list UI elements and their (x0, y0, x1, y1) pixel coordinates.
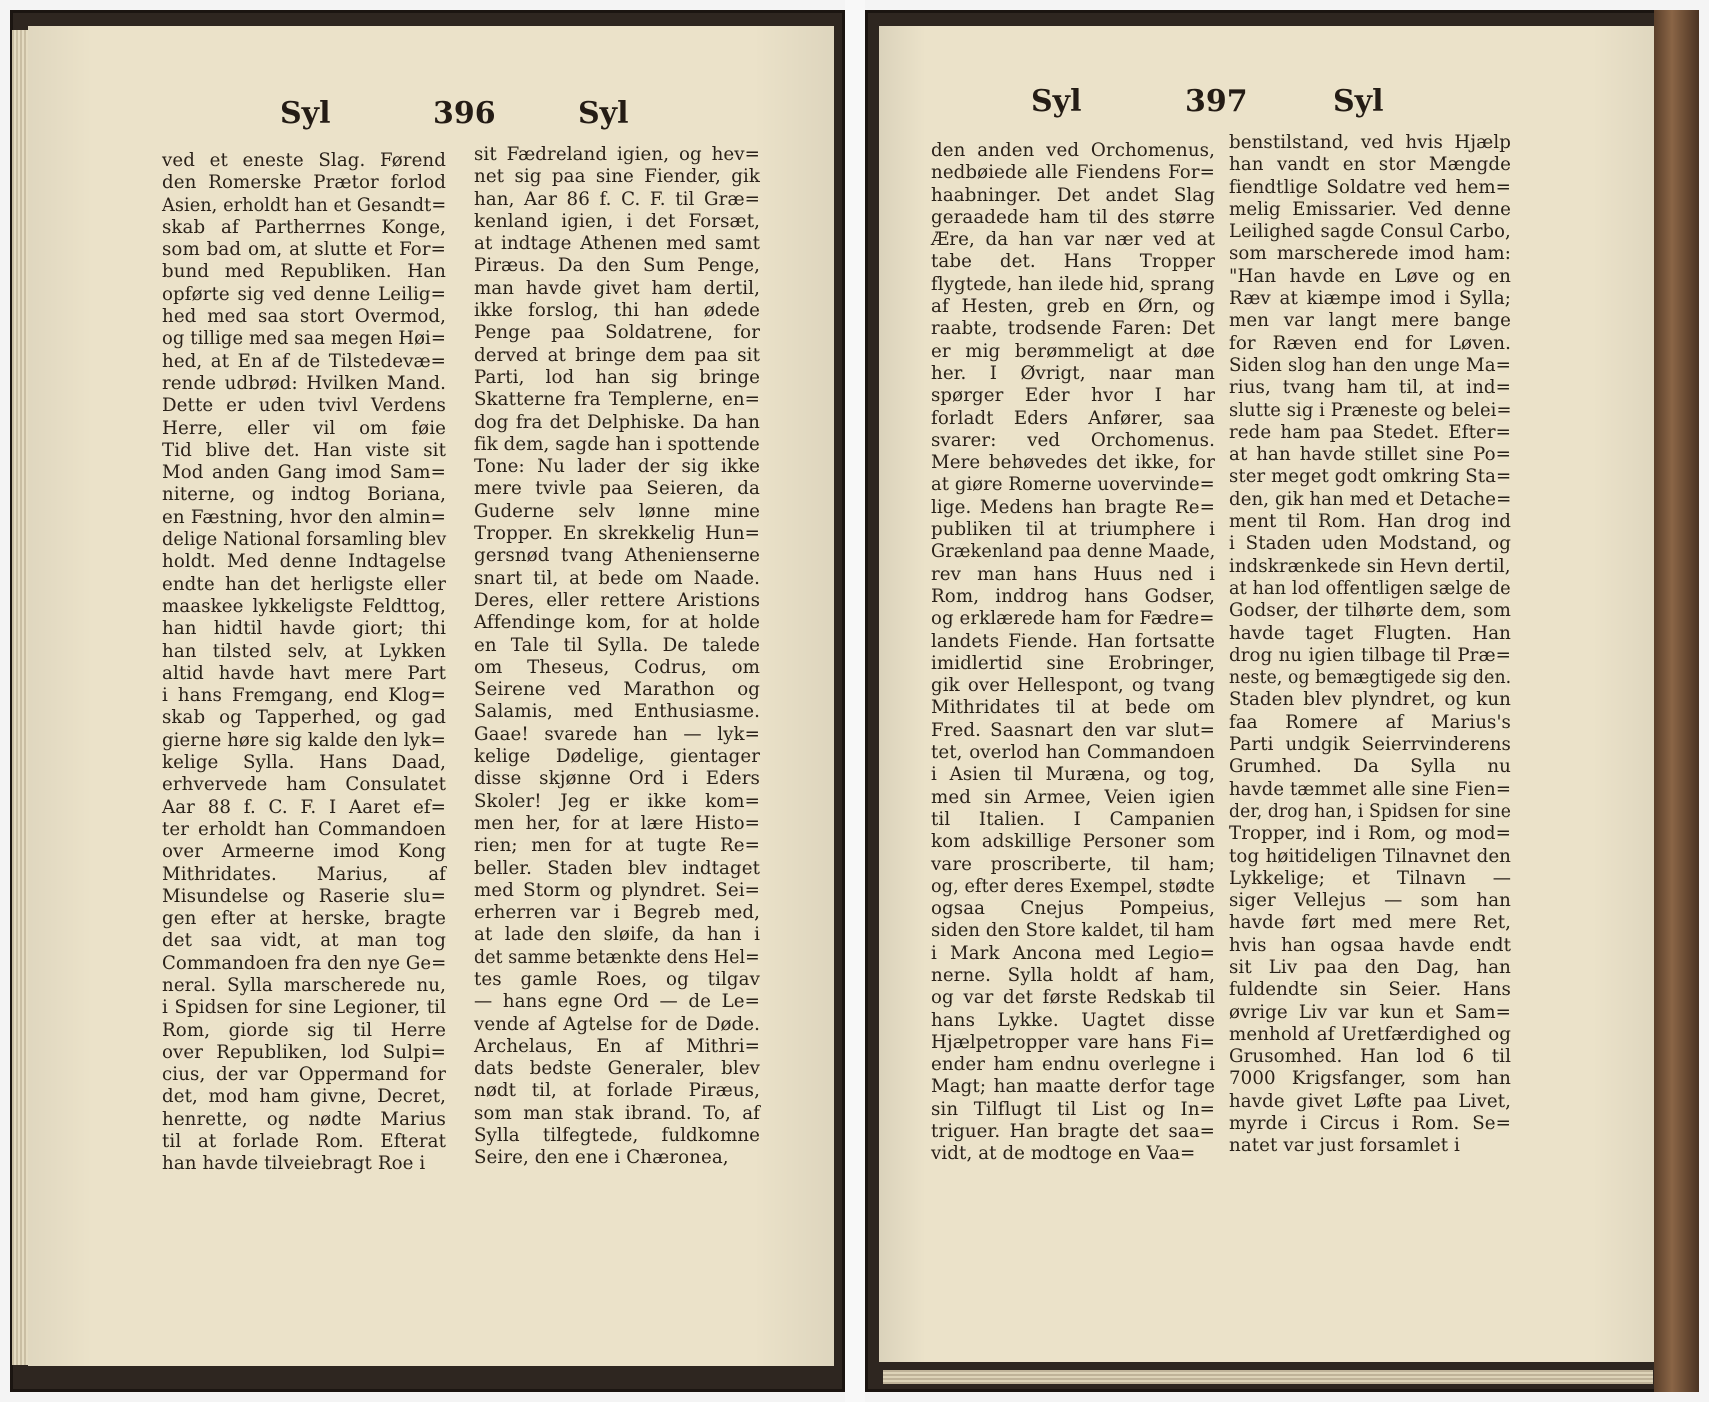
text-line: erhvervede ham Consulatet (162, 774, 446, 796)
text-line: raabte, trodsende Faren: Det (931, 318, 1215, 340)
page-edges-bottom (883, 1370, 1653, 1384)
text-line: og erklærede ham for Fædre= (931, 608, 1215, 630)
text-line: endte han det herligste eller (162, 573, 446, 595)
text-line: kelige Dødelige, gientager (474, 746, 760, 768)
text-line: melig Emissarier. Ved denne (1229, 198, 1511, 220)
text-line: fuldendte sin Seier. Hans (1229, 979, 1511, 1001)
text-line: Sylla tilfegtede, fuldkomne (474, 1125, 760, 1147)
text-line: Salamis, med Enthusiasme. (474, 701, 760, 723)
gutter (845, 0, 865, 1402)
text-line: Fred. Saasnart den var slut= (931, 719, 1215, 741)
text-line: henrette, og nødte Marius (162, 1108, 446, 1130)
text-line: neral. Sylla marscherede nu, (162, 974, 446, 996)
left-page-column-1 (162, 150, 446, 1176)
text-line: Lykkelige; et Tilnavn — (1229, 867, 1511, 889)
text-line: Mithridates. Marius, af (162, 863, 446, 885)
text-line: sin Tilflugt til List og In= (931, 1098, 1215, 1120)
text-line: Skoler! Jeg er ikke kom= (474, 790, 760, 812)
right-page-number: 397 (1185, 84, 1248, 119)
left-head-word: Syl (280, 96, 331, 131)
text-line: den anden ved Orchomenus, (931, 140, 1215, 161)
text-line: en Tale til Sylla. De talede (474, 634, 760, 656)
text-line: haabninger. Det andet Slag (931, 184, 1215, 206)
right-page-column-2 (1229, 132, 1511, 1158)
text-line: vende af Agtelse for de Døde. (474, 1013, 760, 1035)
text-line: havde tæmmet alle sine Fien= (1229, 778, 1512, 800)
text-line: Piræus. Da den Sum Penge, (474, 255, 760, 277)
text-line: i Spidsen for sine Legioner, til (162, 997, 446, 1019)
text-line: myrde i Circus i Rom. Se= (1229, 1113, 1511, 1135)
text-line: det saa vidt, at man tog (162, 930, 446, 952)
text-line: snart til, at bede om Naade. (474, 567, 760, 589)
text-line: øvrige Liv var kun et Sam= (1229, 1001, 1511, 1023)
text-line: flygtede, han ilede hid, sprang (931, 273, 1215, 295)
text-line: ster meget godt omkring Sta= (1229, 466, 1512, 488)
right-page-column-1 (931, 140, 1215, 1166)
text-line: med Storm og plyndret. Sei= (474, 879, 760, 901)
right-head-word: Syl (1031, 84, 1082, 119)
text-line: disse skjønne Ord i Eders (474, 768, 760, 790)
text-line: skab af Partherrnes Konge, (162, 216, 446, 238)
text-line: og, efter deres Exempel, stødte (931, 875, 1215, 897)
text-line: ender ham endnu overlegne i (931, 1054, 1215, 1076)
text-line: mere tvivle paa Seieren, da (474, 478, 760, 500)
text-line: Parti undgik Seierrvinderens (1229, 734, 1511, 756)
text-line: om Theseus, Codrus, om (474, 656, 760, 678)
text-line: Tid blive det. Han viste sit (162, 439, 446, 461)
text-line: Guderne selv lønne mine (474, 500, 760, 522)
text-line: havde givet Løfte paa Livet, (1229, 1090, 1511, 1112)
text-line: forladt Eders Anfører, saa (931, 407, 1215, 429)
text-line: er mig berømmeligt at døe (931, 340, 1215, 362)
text-line: i Staden uden Modstand, og (1229, 533, 1511, 555)
text-line: dats bedste Generaler, blev (474, 1058, 760, 1080)
text-line: nedbøiede alle Fiendens For= (931, 162, 1215, 184)
text-line: tog høitideligen Tilnavnet den (1229, 845, 1511, 867)
text-line: Seire, den ene i Chæronea, (474, 1147, 729, 1169)
text-line: Ære, da han var nær ved at (931, 229, 1215, 251)
text-line: gen efter at herske, bragte (162, 908, 446, 930)
text-line: vare proscriberte, til ham; (931, 853, 1215, 875)
right-page (879, 26, 1654, 1362)
text-line: og tillige med saa megen Høi= (162, 328, 447, 350)
text-line: cius, der var Oppermand for (162, 1064, 446, 1086)
text-line: af Hesten, greb en Ørn, og (931, 296, 1215, 318)
text-line: imidlertid sine Erobringer, (931, 652, 1215, 674)
text-line: men var langt mere bange (1229, 310, 1511, 332)
text-line: Affendinge kom, for at holde (474, 612, 760, 634)
text-line: at giøre Romerne uovervinde= (931, 474, 1215, 496)
text-line: fiendtlige Soldatre ved hem= (1229, 176, 1511, 198)
text-line: geraadede ham til des større (931, 206, 1215, 228)
text-line: tabe det. Hans Tropper (931, 251, 1215, 273)
text-line: — hans egne Ord — de Le= (474, 991, 760, 1013)
text-line: landets Fiende. Han fortsatte (931, 630, 1215, 652)
text-line: svarer: ved Orchomenus. (931, 429, 1215, 451)
text-line: der, drog han, i Spidsen for sine (1229, 800, 1512, 822)
text-line: spørger Eder hvor I har (931, 385, 1215, 407)
text-line: natet var just forsamlet i (1229, 1135, 1460, 1157)
text-line: rev man hans Huus ned i (931, 563, 1215, 585)
text-line: at han havde stillet sine Po= (1229, 444, 1511, 466)
text-line: den, gik han med et Detache= (1229, 488, 1512, 510)
text-line: Godser, der tilhørte dem, som (1229, 600, 1511, 622)
text-line: nødt til, at forlade Piræus, (474, 1080, 760, 1102)
book-cover (1654, 10, 1699, 1392)
text-line: delige National forsamling blev (162, 529, 447, 551)
text-line: ment til Rom. Han drog ind (1229, 511, 1511, 533)
text-line: slutte sig i Præneste og belei= (1229, 399, 1512, 421)
text-line: Herre, eller vil om føie (162, 417, 446, 439)
text-line: Leilighed sagde Consul Carbo, (1229, 221, 1511, 243)
text-line: Skatterne fra Templerne, en= (474, 389, 760, 411)
text-line: Penge paa Soldatrene, for (474, 322, 760, 344)
text-line: han vandt en stor Mængde (1229, 154, 1511, 176)
text-line: til at forlade Rom. Efterat (162, 1131, 446, 1153)
text-line: Tone: Nu lader der sig ikke (474, 456, 760, 478)
text-line: han tilsted selv, at Lykken (162, 640, 446, 662)
text-line: Tropper. En skrekkelig Hun= (474, 523, 760, 545)
text-line: ter erholdt han Commandoen (162, 818, 446, 840)
text-line: som bad om, at slutte et For= (162, 239, 446, 261)
text-line: han hidtil havde giort; thi (162, 618, 446, 640)
left-page (28, 26, 834, 1366)
text-line: nerne. Sylla holdt af ham, (931, 964, 1215, 986)
text-line: havde ført med mere Ret, (1229, 912, 1511, 934)
text-line: kenland igien, i det Forsæt, (474, 210, 760, 232)
text-line: til Italien. I Campanien (931, 808, 1215, 830)
text-line: Parti, lod han sig bringe (474, 366, 760, 388)
text-line: kelige Sylla. Hans Daad, (162, 752, 446, 774)
text-line: "Han havde en Løve og en (1229, 265, 1511, 287)
text-line: erherren var i Begreb med, (474, 902, 760, 924)
text-line: med sin Armee, Veien igien (931, 786, 1215, 808)
text-line: den Romerske Prætor forlod (162, 172, 446, 194)
text-line: kom adskillige Personer som (931, 831, 1215, 853)
text-line: rius, tvang ham til, at ind= (1229, 377, 1511, 399)
text-line: rede ham paa Stedet. Efter= (1229, 421, 1511, 443)
left-page-column-2 (474, 144, 760, 1170)
text-line: Rom, inddrog hans Godser, (931, 585, 1215, 607)
text-line: at lade den sløife, da han i (474, 924, 760, 946)
text-line: ogsaa Cnejus Pompeius, (931, 898, 1215, 920)
text-line: faa Romere af Marius's (1229, 711, 1511, 733)
text-line: som man stak ibrand. To, af (474, 1102, 760, 1124)
text-line: Ræv at kiæmpe imod i Sylla; (1229, 288, 1511, 310)
text-line: tes gamle Roes, og tilgav (474, 968, 760, 990)
text-line: siger Vellejus — som han (1229, 890, 1511, 912)
text-line: han havde tilveiebragt Roe i (162, 1153, 426, 1175)
text-line: han, Aar 86 f. C. F. til Græ= (474, 188, 760, 210)
text-line: som marscherede imod ham: (1229, 243, 1511, 265)
text-line: Dette er uden tvivl Verdens (162, 395, 446, 417)
text-line: for Ræven end for Løven. (1229, 332, 1511, 354)
text-line: derved at bringe dem paa sit (474, 344, 760, 366)
text-line: Hjælpetropper vare hans Fi= (931, 1031, 1215, 1053)
text-line: Misundelse og Raserie slu= (162, 885, 446, 907)
text-line: en Fæstning, hvor den almin= (162, 506, 446, 528)
text-line: at indtage Athenen med samt (474, 233, 760, 255)
text-line: men her, for at lære Histo= (474, 812, 760, 834)
text-line: gersnød tvang Athenienserne (474, 545, 760, 567)
text-line: Commandoen fra den nye Ge= (162, 952, 447, 974)
text-line: menhold af Uretfærdighed og (1229, 1023, 1511, 1045)
text-line: og var det første Redskab til (931, 987, 1215, 1009)
right-page-scan (865, 10, 1699, 1392)
text-line: siden den Store kaldet, til ham (931, 920, 1215, 942)
text-line: sit Fædreland igien, og hev= (474, 144, 760, 165)
text-line: gik over Hellespont, og tvang (931, 675, 1215, 697)
text-line: Asien, erholdt han et Gesandt= (162, 194, 447, 216)
text-line: Tropper, ind i Rom, og mod= (1229, 823, 1511, 845)
text-line: drog nu igien tilbage til Præ= (1229, 644, 1511, 666)
text-line: hed, at En af de Tilstedevæ= (162, 350, 446, 372)
text-line: havde taget Flugten. Han (1229, 622, 1511, 644)
text-line: at han lod offentligen sælge de (1229, 577, 1511, 599)
text-line: rien; men for at tugte Re= (474, 835, 760, 857)
text-line: Grusomhed. Han lod 6 til (1229, 1046, 1511, 1068)
text-line: Grumhed. Da Sylla nu (1229, 756, 1511, 778)
text-line: Siden slog han den unge Ma= (1229, 354, 1511, 376)
text-line: sit Liv paa den Dag, han (1229, 956, 1511, 978)
text-line: niterne, og indtog Boriana, (162, 484, 446, 506)
text-line: Magt; han maatte derfor tage (931, 1076, 1215, 1098)
text-line: Mod anden Gang imod Sam= (162, 462, 446, 484)
text-line: ikke forslog, thi han ødede (474, 300, 760, 322)
text-line: hed med saa stort Overmod, (162, 306, 446, 328)
left-page-scan (10, 10, 845, 1392)
right-head-word-right: Syl (1333, 84, 1384, 119)
text-line: Deres, eller rettere Aristions (474, 589, 760, 611)
text-line: tet, overlod han Commandoen (931, 742, 1215, 764)
text-line: Gaae! svarede han — lyk= (474, 723, 760, 745)
text-line: neste, og bemægtigede sig den. (1229, 667, 1512, 689)
text-line: net sig paa sine Fiender, gik (474, 166, 760, 188)
text-line: vidt, at de modtoge en Vaa= (931, 1143, 1196, 1165)
text-line: hans Lykke. Uagtet disse (931, 1009, 1215, 1031)
text-line: dog fra det Delphiske. Da han (474, 411, 760, 433)
text-line: bund med Republiken. Han (162, 261, 446, 283)
text-line: i Mark Ancona med Legio= (931, 942, 1215, 964)
text-line: benstilstand, ved hvis Hjælp (1229, 132, 1511, 153)
text-line: rende udbrød: Hvilken Mand. (162, 372, 446, 394)
text-line: det samme betænkte dens Hel= (474, 946, 760, 968)
text-line: gierne høre sig kalde den lyk= (162, 729, 446, 751)
text-line: skab og Tapperhed, og gad (162, 707, 446, 729)
text-line: i hans Fremgang, end Klog= (162, 685, 446, 707)
text-line: Aar 88 f. C. F. I Aaret ef= (162, 796, 446, 818)
text-line: det, mod ham givne, Decret, (162, 1086, 446, 1108)
text-line: fik dem, sagde han i spottende (474, 433, 760, 455)
text-line: beller. Staden blev indtaget (474, 857, 760, 879)
text-line: over Republiken, lod Sulpi= (162, 1041, 446, 1063)
text-line: Mere behøvedes det ikke, for (931, 452, 1215, 474)
text-line: i Asien til Muræna, og tog, (931, 764, 1215, 786)
text-line: Archelaus, En af Mithri= (474, 1035, 760, 1057)
text-line: hvis han ogsaa havde endt (1229, 934, 1511, 956)
text-line: Grækenland paa denne Maade, (931, 541, 1216, 563)
text-line: opførte sig ved denne Leilig= (162, 283, 446, 305)
text-line: over Armeerne imod Kong (162, 841, 446, 863)
text-line: holdt. Med denne Indtagelse (162, 551, 446, 573)
text-line: altid havde havt mere Part (162, 662, 446, 684)
text-line: Rom, giorde sig til Herre (162, 1019, 446, 1041)
text-line: indskrænkede sin Hevn dertil, (1229, 555, 1511, 577)
text-line: 7000 Krigsfanger, som han (1229, 1068, 1511, 1090)
text-line: lige. Medens han bragte Re= (931, 496, 1215, 518)
text-line: triguer. Han bragte det saa= (931, 1121, 1215, 1143)
text-line: ved et eneste Slag. Førend (162, 150, 446, 171)
text-line: man havde givet ham dertil, (474, 277, 760, 299)
text-line: Staden blev plyndret, og kun (1229, 689, 1511, 711)
left-page-number: 396 (433, 96, 496, 131)
text-line: Seirene ved Marathon og (474, 679, 760, 701)
text-line: Mithridates til at bede om (931, 697, 1215, 719)
text-line: publiken til at triumphere i (931, 519, 1215, 541)
left-head-word-right: Syl (578, 96, 629, 131)
text-line: maaskee lykkeligste Feldttog, (162, 595, 446, 617)
text-line: her. I Øvrigt, naar man (931, 362, 1215, 384)
